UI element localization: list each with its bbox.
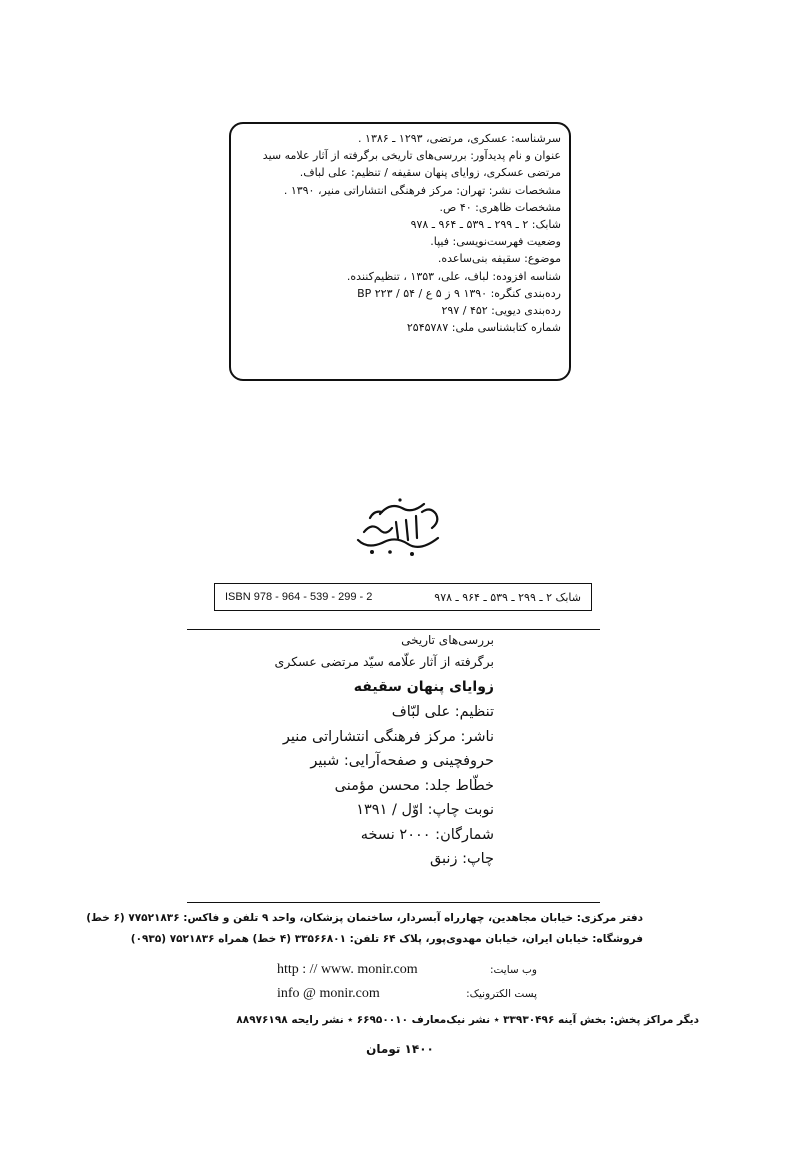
distributors: دیگر مراکز پخش: بخش آینه ۳۳۹۳۰۴۹۶ ٭ نشر نیک‌معارف ۶۶۹۵۰۰۱۰ ٭ نشر رایحه ۸۸۹۷۶۱۹۸ xyxy=(236,1014,699,1026)
source-line: برگرفته از آثار علّامه سیّد مرتضی عسکری xyxy=(274,654,494,669)
store-address: فروشگاه: خیابان ایران، خیابان مهدوی‌پور، پلاک ۶۴ تلفن: ۳۳۵۶۶۸۰۱ (۴ خط) همراه ۷۵۲۱۸۳۶ (۰۹۳۵) xyxy=(130,933,643,945)
credit-publisher: ناشر: مرکز فرهنگی انتشاراتی منیر xyxy=(282,728,494,745)
credit-print-run: شمارگان: ۲۰۰۰ نسخه xyxy=(360,826,494,843)
credit-typesetting: حروفچینی و صفحه‌آرایی: شبیر xyxy=(310,753,494,769)
credit-calligrapher: خطّاط جلد: محسن مؤمنی xyxy=(334,777,494,794)
cip-national-number: شماره کتابشناسی ملی: ۲۵۴۵۷۸۷ xyxy=(406,321,561,335)
cip-author: سرشناسه: عسکری، مرتضی، ۱۲۹۳ ـ ۱۳۸۶ . xyxy=(358,132,561,145)
cataloging-box xyxy=(229,122,571,381)
book-title: زوایای پنهان سقیفه xyxy=(353,679,494,695)
book-credits xyxy=(94,630,494,872)
credit-edition: نوبت چاپ: اوّل / ۱۳۹۱ xyxy=(356,802,494,818)
publisher-logo xyxy=(350,492,450,562)
divider-bottom xyxy=(187,902,600,903)
cip-status: وضعیت فهرست‌نویسی: فیپا. xyxy=(430,235,561,249)
web-contacts xyxy=(277,962,537,1010)
cip-subject: موضوع: سقیفه بنی‌ساعده. xyxy=(437,252,561,266)
cip-added-entry: شناسه افزوده: لباف، علی، ۱۳۵۳ ، تنظیم‌کننده. xyxy=(346,269,561,283)
cip-lc-class: رده‌بندی کنگره: ۱۳۹۰ ۹ ز ۵ ع / ۵۴ / ۲۲۳ BP xyxy=(357,286,561,300)
cip-dewey: رده‌بندی دیویی: ۴۵۲ / ۲۹۷ xyxy=(441,304,561,318)
credit-printer: چاپ: زنبق xyxy=(429,851,494,867)
hq-address: دفتر مرکزی: خیابان مجاهدین، چهارراه آبسردار، ساختمان پزشکان، واحد ۹ تلفن و فاکس: ۷۷۵۲۱۸۳۶ (۶ خط) xyxy=(86,912,643,924)
email-link[interactable]: info @ monir.com xyxy=(277,986,380,1001)
email-label: پست الکترونیک: xyxy=(466,988,537,1000)
isbn-persian: شابک ۲ ـ ۲۹۹ ـ ۵۳۹ ـ ۹۶۴ ـ ۹۷۸ xyxy=(434,590,581,604)
website-link[interactable]: http : // www. monir.com xyxy=(277,962,418,977)
credit-editor: تنظیم: علی لبّاف xyxy=(391,704,494,720)
cip-title-continued: مرتضی عسکری، زوایای پنهان سقیفه / تنظیم: علی لباف. xyxy=(299,166,561,180)
price: ۱۴۰۰ تومان xyxy=(366,1042,434,1056)
cip-physical: مشخصات ظاهری: ۴۰ ص. xyxy=(439,200,561,214)
series-name: بررسی‌های تاریخی xyxy=(401,633,494,647)
cip-publication: مشخصات نشر: تهران: مرکز فرهنگی انتشاراتی منیر، ۱۳۹۰ . xyxy=(283,183,561,197)
website-label: وب سایت: xyxy=(489,964,537,976)
publisher-addresses xyxy=(3,908,643,950)
cip-title: عنوان و نام پدیدآور: بررسی‌های تاریخی برگرفته از آثار علامه سید xyxy=(262,149,561,163)
cip-isbn: شابک: ۲ ـ ۲۹۹ ـ ۵۳۹ ـ ۹۶۴ ـ ۹۷۸ xyxy=(410,218,561,232)
monir-logo-icon xyxy=(350,492,450,562)
isbn-box xyxy=(214,583,592,611)
isbn-latin: ISBN 978 - 964 - 539 - 299 - 2 xyxy=(225,591,373,603)
